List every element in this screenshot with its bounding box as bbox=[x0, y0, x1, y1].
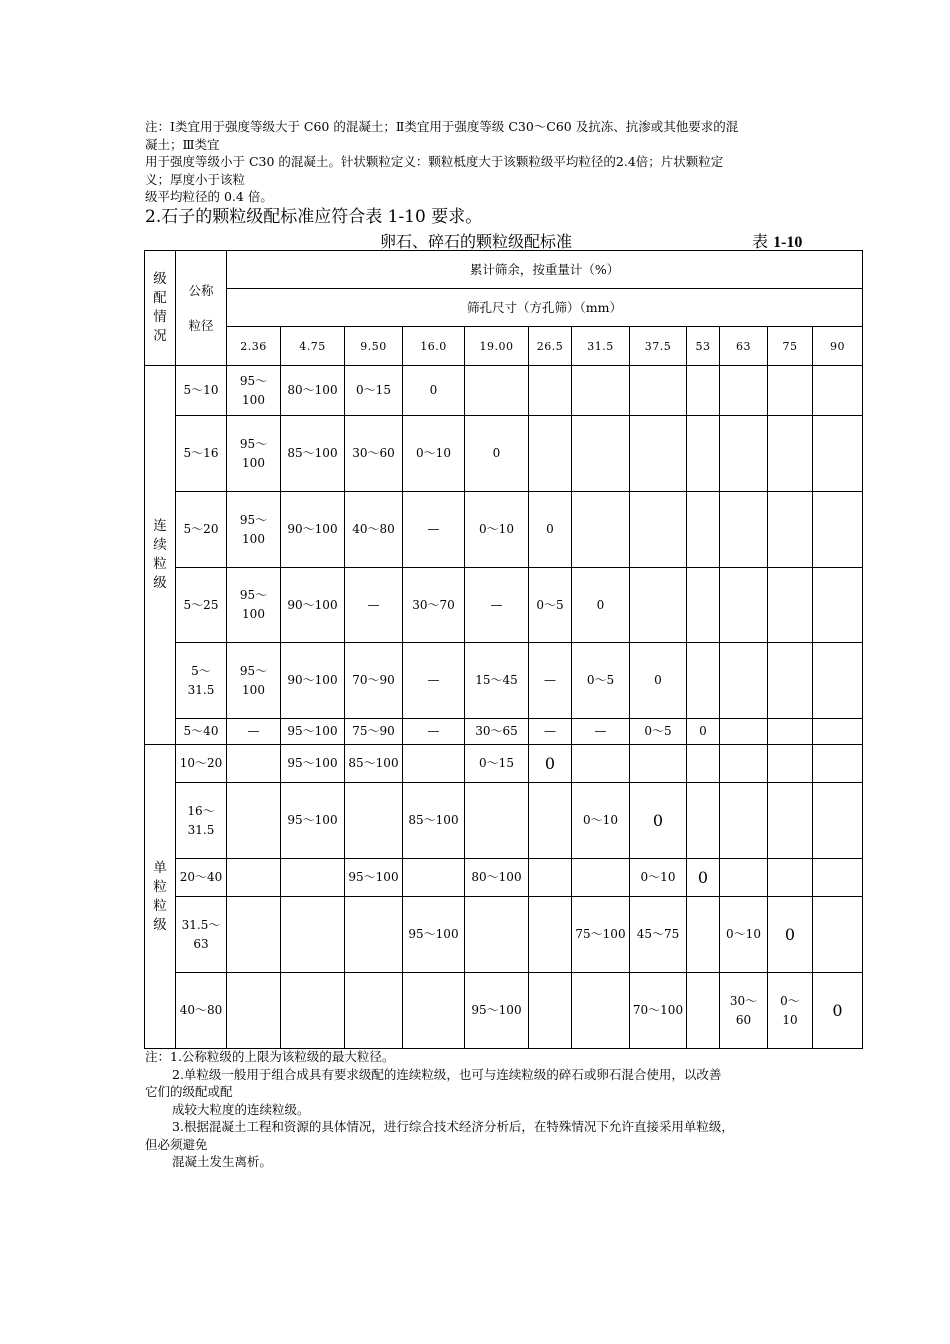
sieve-size-cell: 4.75 bbox=[281, 327, 345, 366]
sieve-size-cell: 90 bbox=[813, 327, 863, 366]
grading-value-cell bbox=[813, 643, 863, 719]
grading-value-text: 30～65 bbox=[475, 724, 518, 738]
grading-value-cell bbox=[687, 366, 720, 416]
grading-value-cell bbox=[720, 719, 768, 745]
nominal-size-cell bbox=[176, 366, 227, 416]
grading-value-text: 0～5 bbox=[644, 724, 672, 738]
table-row bbox=[145, 366, 863, 416]
top-note-line: 注：Ⅰ类宜用于强度等级大于 C60 的混凝土；Ⅱ类宜用于强度等级 C30～C60 及抗冻、抗渗或其他要求的混 bbox=[145, 119, 739, 134]
grading-value-cell bbox=[572, 783, 630, 859]
grading-value-text: 90～100 bbox=[287, 673, 338, 687]
grading-value-cell bbox=[529, 643, 572, 719]
grading-value-cell bbox=[281, 492, 345, 568]
nominal-size-cell bbox=[176, 643, 227, 719]
grading-value-text: 0 bbox=[699, 724, 707, 738]
grading-value-text: 15～45 bbox=[475, 673, 518, 687]
grading-value-cell bbox=[630, 719, 687, 745]
grading-value-cell bbox=[281, 568, 345, 643]
grading-value-cell bbox=[281, 973, 345, 1049]
grading-value-cell bbox=[720, 745, 768, 783]
nominal-size-text: 16～ bbox=[187, 803, 215, 818]
grading-value-cell bbox=[572, 719, 630, 745]
grading-value-cell bbox=[572, 492, 630, 568]
nominal-size-cell bbox=[176, 783, 227, 859]
grading-value-cell bbox=[720, 568, 768, 643]
continuous-grading-label-char: 级 bbox=[153, 575, 167, 591]
grading-value-cell bbox=[720, 973, 768, 1049]
grading-value-text: 0 bbox=[697, 868, 709, 887]
grading-value-cell bbox=[403, 719, 465, 745]
grading-value-cell bbox=[630, 568, 687, 643]
nominal-size-text: 10～20 bbox=[179, 756, 223, 770]
grading-value-cell bbox=[227, 492, 281, 568]
bottom-note-line: 它们的级配或配 bbox=[145, 1084, 233, 1099]
grading-value-cell bbox=[720, 859, 768, 897]
grading-value-text: 75～90 bbox=[352, 724, 395, 738]
grading-header-char: 配 bbox=[153, 290, 167, 306]
sieve-size-cell: 16.0 bbox=[403, 327, 465, 366]
grading-value-text: 95～100 bbox=[287, 813, 338, 827]
grading-value-text: 95～100 bbox=[348, 870, 399, 884]
nominal-size-header bbox=[176, 251, 227, 366]
grading-header bbox=[145, 251, 176, 366]
top-note-line: 级平均粒径的 0.4 倍。 bbox=[145, 189, 273, 204]
grading-value-cell bbox=[572, 745, 630, 783]
grading-value-cell bbox=[572, 859, 630, 897]
grading-value-text: 95～100 bbox=[408, 927, 459, 941]
grading-value-cell bbox=[227, 416, 281, 492]
grading-header-char: 级 bbox=[153, 271, 167, 287]
grading-value-cell bbox=[813, 745, 863, 783]
grading-value-cell bbox=[345, 973, 403, 1049]
bottom-note-line: 3.根据混凝土工程和资源的具体情况，进行综合技术经济分析后，在特殊情况下允许直接采用单粒级， bbox=[172, 1119, 734, 1134]
grading-value-cell bbox=[465, 897, 529, 973]
grading-value-cell bbox=[403, 745, 465, 783]
sieve-size-cell: 26.5 bbox=[529, 327, 572, 366]
grading-value-cell bbox=[403, 897, 465, 973]
bottom-note-line: 混凝土发生离析。 bbox=[172, 1154, 273, 1169]
grading-value-cell bbox=[813, 492, 863, 568]
grading-value-cell bbox=[529, 416, 572, 492]
grading-value-text: 80～100 bbox=[471, 870, 522, 884]
sieve-size-cell: 53 bbox=[687, 327, 720, 366]
bottom-notes bbox=[145, 1048, 815, 1171]
grading-value-text: — bbox=[427, 724, 440, 738]
grading-value-cell bbox=[281, 783, 345, 859]
grading-value-cell bbox=[630, 366, 687, 416]
grading-value-text: 0 bbox=[654, 673, 662, 687]
grading-value-cell bbox=[403, 492, 465, 568]
nominal-size-text: 63 bbox=[193, 936, 209, 951]
grading-value-cell bbox=[687, 745, 720, 783]
nominal-size-text: 5～10 bbox=[183, 383, 219, 397]
grading-value-cell bbox=[529, 719, 572, 745]
grading-value-text: — bbox=[427, 673, 440, 687]
section-heading: 2.石子的颗粒级配标准应符合表 1-10 要求。 bbox=[145, 207, 483, 227]
grading-value-cell bbox=[281, 745, 345, 783]
nominal-size-header-line: 公称 bbox=[188, 283, 214, 298]
grading-value-text: 95～ bbox=[239, 588, 268, 602]
grading-value-text: — bbox=[544, 724, 556, 738]
grading-table bbox=[144, 250, 863, 1049]
grading-value-cell bbox=[813, 783, 863, 859]
nominal-size-text: 5～ bbox=[191, 663, 211, 678]
grading-value-cell bbox=[630, 859, 687, 897]
grading-value-cell bbox=[227, 783, 281, 859]
continuous-grading-label-char: 连 bbox=[153, 518, 167, 534]
grading-value-cell bbox=[281, 859, 345, 897]
grading-value-cell bbox=[687, 643, 720, 719]
grading-value-cell bbox=[465, 416, 529, 492]
table-row bbox=[145, 973, 863, 1049]
grading-value-cell bbox=[768, 643, 813, 719]
grading-value-cell bbox=[572, 568, 630, 643]
grading-value-text: 0 bbox=[546, 522, 554, 536]
grading-value-cell bbox=[465, 643, 529, 719]
grading-value-cell bbox=[687, 719, 720, 745]
grading-value-cell bbox=[281, 719, 345, 745]
grading-value-text: 45～75 bbox=[636, 927, 680, 941]
grading-value-cell bbox=[687, 973, 720, 1049]
grading-value-text: 40～80 bbox=[352, 522, 395, 536]
grading-value-text: 30～ bbox=[729, 993, 758, 1008]
table-row bbox=[145, 492, 863, 568]
grading-value-text: 0～10 bbox=[726, 927, 761, 941]
grading-value-cell bbox=[345, 719, 403, 745]
grading-value-cell bbox=[768, 492, 813, 568]
grading-value-cell bbox=[281, 416, 345, 492]
sieve-size-cell: 19.00 bbox=[465, 327, 529, 366]
grading-value-cell bbox=[529, 366, 572, 416]
nominal-size-text: 31.5 bbox=[187, 682, 215, 697]
grading-value-text: 0～15 bbox=[356, 383, 391, 397]
grading-value-cell bbox=[687, 416, 720, 492]
sieve-header: 筛孔尺寸（方孔筛）（mm） bbox=[227, 289, 863, 327]
grading-value-cell bbox=[529, 859, 572, 897]
grading-header-char: 况 bbox=[153, 328, 167, 344]
grading-value-cell bbox=[529, 973, 572, 1049]
table-row bbox=[145, 568, 863, 643]
sieve-size-cell: 2.36 bbox=[227, 327, 281, 366]
grading-value-cell bbox=[768, 416, 813, 492]
grading-value-cell bbox=[630, 745, 687, 783]
table-row bbox=[145, 897, 863, 973]
grading-value-cell bbox=[813, 366, 863, 416]
sieve-size-cell: 75 bbox=[768, 327, 813, 366]
grading-value-cell bbox=[345, 897, 403, 973]
grading-value-cell bbox=[720, 366, 768, 416]
grading-value-cell bbox=[720, 416, 768, 492]
grading-value-text: 0 bbox=[492, 446, 501, 460]
table-row bbox=[145, 859, 863, 897]
grading-value-cell bbox=[768, 568, 813, 643]
grading-value-text: 85～100 bbox=[348, 756, 399, 770]
grading-value-cell bbox=[572, 973, 630, 1049]
nominal-size-text: 5～25 bbox=[183, 597, 219, 612]
grading-value-cell bbox=[403, 366, 465, 416]
bottom-note-line: 成较大粒度的连续粒级。 bbox=[172, 1101, 310, 1117]
grading-value-cell bbox=[403, 643, 465, 719]
grading-value-cell bbox=[227, 366, 281, 416]
continuous-grading-label-char: 续 bbox=[153, 537, 167, 553]
grading-value-text: 0～ bbox=[780, 993, 800, 1008]
bottom-note-line: 注：1.公称粒级的上限为该粒级的最大粒径。 bbox=[145, 1049, 395, 1064]
nominal-size-text: 31.5～ bbox=[181, 917, 221, 932]
nominal-size-cell bbox=[176, 973, 227, 1049]
grading-value-cell bbox=[720, 897, 768, 973]
grading-value-text: 100 bbox=[242, 682, 265, 697]
grading-value-text: 85～100 bbox=[408, 813, 459, 827]
grading-value-cell bbox=[768, 897, 813, 973]
grading-value-cell bbox=[465, 783, 529, 859]
grading-value-text: 30～60 bbox=[352, 446, 395, 460]
grading-value-cell bbox=[572, 897, 630, 973]
grading-value-cell bbox=[465, 719, 529, 745]
grading-value-text: 95～100 bbox=[471, 1003, 522, 1017]
table-caption: 卵石、碎石的颗粒级配标准 bbox=[380, 232, 573, 251]
grading-value-text: 0 bbox=[596, 597, 605, 612]
grading-value-cell bbox=[345, 643, 403, 719]
nominal-size-text: 20～40 bbox=[179, 870, 223, 884]
table-row bbox=[145, 745, 863, 783]
grading-value-cell bbox=[227, 568, 281, 643]
grading-value-cell bbox=[345, 859, 403, 897]
grading-value-cell bbox=[572, 643, 630, 719]
single-grading-label-char: 粒 bbox=[153, 897, 167, 914]
grading-value-cell bbox=[630, 973, 687, 1049]
grading-value-cell bbox=[345, 783, 403, 859]
grading-value-cell bbox=[813, 897, 863, 973]
grading-value-text: — bbox=[367, 597, 380, 612]
grading-value-cell bbox=[813, 719, 863, 745]
grading-value-cell bbox=[529, 783, 572, 859]
grading-value-cell bbox=[227, 859, 281, 897]
nominal-size-cell bbox=[176, 492, 227, 568]
grading-value-text: 0～5 bbox=[586, 673, 615, 687]
nominal-size-cell bbox=[176, 568, 227, 643]
grading-value-cell bbox=[345, 366, 403, 416]
grading-value-cell bbox=[768, 783, 813, 859]
grading-value-cell bbox=[687, 568, 720, 643]
sieve-size-cell: 31.5 bbox=[572, 327, 630, 366]
grading-value-text: 0 bbox=[429, 383, 438, 397]
grading-value-text: 0 bbox=[832, 1001, 843, 1020]
nominal-size-cell bbox=[176, 859, 227, 897]
grading-value-text: 75～100 bbox=[575, 927, 626, 941]
grading-value-text: 0～10 bbox=[416, 446, 451, 460]
grading-value-cell bbox=[227, 745, 281, 783]
grading-value-cell bbox=[403, 973, 465, 1049]
grading-value-text: 90～100 bbox=[287, 597, 338, 612]
grading-value-cell bbox=[529, 745, 572, 783]
grading-value-cell bbox=[465, 859, 529, 897]
table-number-value: 1-10 bbox=[773, 234, 803, 251]
grading-value-cell bbox=[403, 783, 465, 859]
grading-value-cell bbox=[768, 745, 813, 783]
grading-value-cell bbox=[345, 492, 403, 568]
grading-value-cell bbox=[630, 492, 687, 568]
grading-value-cell bbox=[529, 568, 572, 643]
grading-value-cell bbox=[768, 719, 813, 745]
continuous-grading-label-char: 粒 bbox=[153, 556, 167, 572]
table-number bbox=[752, 229, 802, 252]
top-note-line: 义；厚度小于该粒 bbox=[145, 171, 246, 187]
grading-value-text: — bbox=[544, 673, 556, 687]
grading-value-cell bbox=[529, 897, 572, 973]
grading-value-cell bbox=[630, 416, 687, 492]
grading-value-cell bbox=[465, 568, 529, 643]
grading-value-text: 95～100 bbox=[287, 756, 338, 770]
grading-value-text: 70～90 bbox=[352, 673, 395, 687]
grading-value-cell bbox=[720, 492, 768, 568]
grading-value-text: 10 bbox=[782, 1012, 798, 1027]
grading-value-text: 30～70 bbox=[412, 597, 455, 612]
bottom-note-line: 但必须避免 bbox=[145, 1136, 208, 1152]
table-row bbox=[145, 783, 863, 859]
nominal-size-cell bbox=[176, 416, 227, 492]
grading-value-text: 80～100 bbox=[287, 383, 338, 397]
table-row bbox=[145, 416, 863, 492]
nominal-size-text: 5～40 bbox=[183, 724, 219, 738]
grading-value-cell bbox=[768, 366, 813, 416]
grading-value-text: 90～100 bbox=[287, 522, 338, 536]
top-note-line: 用于强度等级小于 C30 的混凝土。针状颗粒定义：颗粒柢度大于该颗粒级平均粒径的2.4倍；片状颗粒定 bbox=[145, 154, 724, 169]
grading-value-cell bbox=[281, 643, 345, 719]
grading-value-text: 95～ bbox=[239, 436, 268, 451]
cumulative-header: 累计筛余，按重量计（%） bbox=[227, 251, 863, 289]
grading-value-cell bbox=[630, 783, 687, 859]
grading-value-cell bbox=[768, 859, 813, 897]
grading-value-cell bbox=[281, 897, 345, 973]
grading-value-text: 60 bbox=[735, 1012, 752, 1027]
sieve-size-cell: 63 bbox=[720, 327, 768, 366]
grading-value-cell bbox=[465, 366, 529, 416]
grading-value-cell bbox=[630, 897, 687, 973]
nominal-size-header-line: 粒径 bbox=[188, 318, 214, 333]
grading-value-text: 0 bbox=[652, 811, 664, 830]
grading-value-text: — bbox=[594, 724, 607, 738]
grading-value-cell bbox=[227, 897, 281, 973]
single-grading-label-char: 单 bbox=[153, 859, 167, 876]
grading-value-cell bbox=[687, 492, 720, 568]
grading-value-text: 95～ bbox=[239, 512, 268, 527]
single-grading-label bbox=[145, 745, 176, 1049]
nominal-size-cell bbox=[176, 745, 227, 783]
grading-value-text: 100 bbox=[242, 531, 265, 546]
grading-value-cell bbox=[768, 973, 813, 1049]
grading-value-text: 0～10 bbox=[479, 522, 514, 536]
grading-value-text: — bbox=[427, 522, 440, 536]
grading-value-cell bbox=[281, 366, 345, 416]
nominal-size-text: 5～16 bbox=[183, 446, 219, 460]
grading-value-cell bbox=[813, 859, 863, 897]
nominal-size-cell bbox=[176, 897, 227, 973]
table-row bbox=[145, 719, 863, 745]
grading-value-cell bbox=[345, 568, 403, 643]
grading-value-text: — bbox=[247, 724, 260, 738]
grading-value-text: 100 bbox=[242, 455, 265, 470]
grading-value-cell bbox=[529, 492, 572, 568]
nominal-size-text: 31.5 bbox=[187, 822, 215, 837]
grading-value-cell bbox=[345, 416, 403, 492]
top-note bbox=[145, 118, 815, 206]
grading-value-text: 0 bbox=[544, 754, 556, 773]
grading-value-cell bbox=[403, 568, 465, 643]
grading-value-cell bbox=[403, 416, 465, 492]
grading-value-text: 95～ bbox=[239, 663, 268, 678]
grading-value-text: 0～15 bbox=[479, 756, 514, 770]
grading-value-text: 0～5 bbox=[536, 597, 564, 612]
single-grading-label-char: 粒 bbox=[153, 878, 167, 895]
grading-value-text: 0 bbox=[784, 925, 796, 944]
grading-value-cell bbox=[345, 745, 403, 783]
grading-value-text: — bbox=[490, 597, 503, 612]
grading-value-cell bbox=[687, 897, 720, 973]
grading-header-char: 情 bbox=[153, 309, 167, 325]
grading-value-cell bbox=[227, 719, 281, 745]
grading-value-text: 0～10 bbox=[640, 870, 676, 884]
sieve-size-cell: 9.50 bbox=[345, 327, 403, 366]
grading-value-cell bbox=[572, 366, 630, 416]
grading-value-text: 100 bbox=[242, 607, 265, 621]
grading-value-cell bbox=[720, 643, 768, 719]
grading-value-text: 95～ bbox=[239, 373, 268, 388]
grading-value-cell bbox=[630, 643, 687, 719]
nominal-size-text: 5～20 bbox=[183, 522, 219, 536]
table-row bbox=[145, 643, 863, 719]
grading-value-text: 95～100 bbox=[287, 724, 338, 738]
grading-value-cell bbox=[813, 568, 863, 643]
grading-value-cell bbox=[572, 416, 630, 492]
single-grading-label-char: 级 bbox=[153, 916, 167, 933]
grading-value-cell bbox=[465, 745, 529, 783]
grading-value-cell bbox=[227, 973, 281, 1049]
grading-value-cell bbox=[720, 783, 768, 859]
grading-value-cell bbox=[465, 973, 529, 1049]
grading-value-cell bbox=[813, 416, 863, 492]
bottom-note-line: 2.单粒级一般用于组合成具有要求级配的连续粒级，也可与连续粒级的碎石或卵石混合使用，以改善 bbox=[172, 1066, 722, 1082]
grading-value-cell bbox=[813, 973, 863, 1049]
continuous-grading-label bbox=[145, 366, 176, 745]
nominal-size-text: 40～80 bbox=[179, 1003, 223, 1017]
grading-value-text: 100 bbox=[242, 392, 265, 407]
sieve-size-cell: 37.5 bbox=[630, 327, 687, 366]
grading-value-cell bbox=[403, 859, 465, 897]
grading-value-cell bbox=[687, 783, 720, 859]
table-number-prefix: 表 bbox=[752, 232, 774, 251]
nominal-size-cell bbox=[176, 719, 227, 745]
top-note-line: 凝土；Ⅲ类宜 bbox=[145, 136, 220, 152]
grading-value-text: 85～100 bbox=[287, 446, 338, 460]
grading-value-text: 0～10 bbox=[583, 813, 618, 827]
grading-value-cell bbox=[227, 643, 281, 719]
grading-value-cell bbox=[465, 492, 529, 568]
grading-value-cell bbox=[687, 859, 720, 897]
grading-value-text: 70～100 bbox=[632, 1003, 684, 1017]
